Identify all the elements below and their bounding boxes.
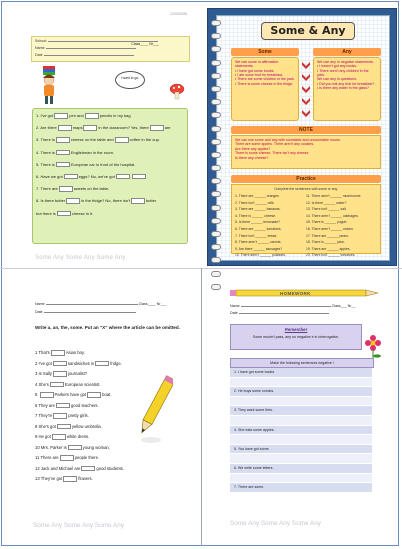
- practice-item: 8. There aren't ______ carrots.: [235, 240, 282, 245]
- spiral-ring: [211, 46, 221, 52]
- exercise-text: eggs? No, we've got: [78, 173, 115, 179]
- answer-line[interactable]: [230, 378, 372, 388]
- page-footer: Some Any Some Any Some Any: [230, 520, 321, 527]
- exercise-text: in the classroom? Yes, there: [98, 125, 149, 130]
- exercise-text: Are there: [40, 125, 57, 130]
- noteBox-line: Are there any apples?: [235, 146, 271, 151]
- exercise-item: [36, 137, 184, 149]
- any-heading: Any: [313, 48, 381, 56]
- exercise-text: Parkers have got: [54, 392, 87, 397]
- class-label: Class____ Nr___: [131, 42, 159, 46]
- practice-column-left: [235, 193, 306, 259]
- exercise-item: [36, 211, 184, 223]
- exercise-text: There are: [40, 455, 59, 460]
- answer-blank[interactable]: [56, 150, 70, 156]
- answer-blank[interactable]: [81, 466, 95, 472]
- answer-line[interactable]: [230, 435, 372, 445]
- exercise-number: 1.: [36, 112, 40, 118]
- exercise-number: 12: [35, 465, 40, 471]
- exercise-text: Englishman in the room.: [70, 149, 114, 155]
- exercise-text: European scientist.: [64, 381, 101, 387]
- practice-item: 4. There is ______ cheese.: [235, 213, 277, 218]
- anyBox-line: • There aren't any children in the park.: [317, 68, 369, 77]
- answer-lines: [230, 368, 372, 493]
- noteBox-line: There is some cheese. There isn't any cheese.: [235, 151, 310, 156]
- noteBox-line: We can use some and any with countable and uncountable nouns.: [235, 138, 341, 142]
- exercise-item: [35, 422, 124, 433]
- exercise-item: [35, 443, 124, 454]
- practice-item: 2. There isn't ______ milk.: [235, 200, 275, 205]
- date-label: Date: [35, 310, 43, 314]
- answer-line: 2. He buys some comics.: [230, 387, 372, 397]
- some-rules: [231, 57, 299, 121]
- answer-blank[interactable]: [56, 137, 70, 143]
- school-label: School:: [35, 39, 47, 43]
- someBox-line: We use some in affirmative statements.: [235, 60, 279, 69]
- exercise-number: 2: [35, 360, 38, 366]
- answer-blank[interactable]: [57, 424, 71, 430]
- note-heading: NOTE: [231, 126, 381, 134]
- exercise-text: Asian boy.: [65, 350, 85, 355]
- answer-line: 1. I have got some books.: [230, 368, 372, 378]
- exercise-number: 4: [35, 381, 38, 387]
- practice-item: 17. There are ______ pears.: [306, 233, 349, 238]
- answer-line[interactable]: [230, 474, 372, 484]
- exercise-item: [36, 198, 184, 210]
- answer-blank[interactable]: [51, 350, 65, 356]
- date-label: Date: [35, 53, 43, 57]
- answer-blank[interactable]: [54, 113, 68, 119]
- speech-bubble: I want to go.: [115, 71, 145, 89]
- spiral-ring: [211, 60, 221, 66]
- exercise-number: 10: [35, 444, 40, 450]
- exercise-item: [36, 186, 184, 198]
- answer-blank[interactable]: [64, 174, 78, 180]
- spiral-ring: [211, 152, 221, 158]
- practice-box: [231, 184, 381, 258]
- anyBox-line: • Did you eat any fruit for breakfast?: [317, 81, 375, 86]
- answer-blank[interactable]: [56, 162, 70, 168]
- exercise-item: [35, 474, 124, 485]
- exercise-item: [35, 401, 124, 412]
- exercise-text: They've got: [40, 476, 63, 481]
- answer-line: 6. We write some letters.: [230, 464, 372, 474]
- practice-item: 3. There are ______ bananas.: [235, 207, 281, 212]
- exercise-text: There is: [40, 161, 55, 167]
- arrows-icon: [301, 60, 311, 122]
- exercise-list: [35, 348, 124, 485]
- answer-blank[interactable]: [40, 392, 54, 398]
- exercise-text: young woman.: [82, 444, 110, 450]
- practice-item: 9. Are there ______ sausages?: [235, 246, 283, 251]
- answer-line: 5. You have got some.: [230, 445, 372, 455]
- name-field[interactable]: [46, 48, 136, 49]
- answer-line[interactable]: [230, 397, 372, 407]
- exercise-item: [35, 380, 124, 391]
- exercise-text: yellow umbrella.: [71, 423, 102, 429]
- page-divider-vertical: [201, 268, 202, 546]
- answer-blank[interactable]: [56, 403, 70, 409]
- exercise-text: European car in front of the hospital.: [70, 161, 136, 167]
- spiral-ring: [211, 257, 221, 263]
- answer-blank[interactable]: [58, 125, 72, 131]
- anyBox-line: We use any in negative statements.: [317, 60, 374, 64]
- exercise-number: 5.: [36, 161, 40, 167]
- practice-item: 19. There are ______ apples.: [306, 246, 351, 251]
- worksheet-page-4: HOMEWORK Name Class___ Nr__ Date Remember Some mustn't pass, any no negative e in interrogative. Make the following sentences negative ! 1. I have got some books. 2. He buys some comics. 3. They want some fries. 4. She eats some apples. 5. You have got some. 6. We write some letters. 7. There are some. Some Any Some Any Some Any: [228, 282, 384, 540]
- answer-blank[interactable]: [57, 211, 71, 217]
- answer-blank[interactable]: [115, 137, 129, 143]
- page-footer: Some Any Some Any Some Any: [35, 255, 126, 261]
- worksheet-page-2-cover: [207, 8, 397, 266]
- exercise-number: 11: [35, 455, 40, 460]
- answer-blank[interactable]: [85, 113, 99, 119]
- practice-item: 10. There aren't ______ potatoes.: [235, 253, 286, 258]
- practice-item: 11. There aren't ______ mushrooms: [306, 194, 361, 198]
- date-field[interactable]: [44, 312, 136, 313]
- exercise-text: flowers.: [78, 476, 93, 481]
- exercise-number: 1: [35, 350, 38, 355]
- practice-item: 18. There is ______ juice.: [306, 240, 345, 245]
- answer-blank[interactable]: [132, 174, 146, 180]
- exercise-number: 8: [35, 423, 38, 429]
- remember-box: [230, 324, 362, 350]
- worksheet-page-1: [29, 8, 191, 266]
- page-date: 12/03/2008: [170, 12, 187, 16]
- someBox-line: • I ate some fruit for breakfast.: [235, 72, 283, 77]
- exercise-number: 6: [35, 402, 38, 408]
- answer-blank[interactable]: [50, 382, 64, 388]
- exercise-text: They are: [38, 402, 55, 408]
- exercise-text: She's: [38, 381, 49, 387]
- exercise-text: boat.: [102, 392, 112, 397]
- someBox-line: • There is some cheese in the fridge.: [235, 81, 294, 86]
- spiral-ring: [211, 126, 221, 132]
- answer-line: 4. She eats some apples.: [230, 426, 372, 436]
- exercise-box: [32, 108, 188, 244]
- answer-line: 3. They want some fries.: [230, 406, 372, 416]
- answer-blank[interactable]: [53, 361, 67, 367]
- exercise-text: pen and: [69, 112, 84, 118]
- spiral-ring: [211, 284, 221, 290]
- answer-blank[interactable]: [63, 476, 77, 482]
- exercise-number: 2.: [36, 125, 40, 130]
- exercise-text: He got: [38, 434, 51, 439]
- name-field[interactable]: [46, 304, 138, 305]
- date-field[interactable]: [44, 55, 134, 56]
- page-footer: Some Any Some Any Some Any: [33, 522, 124, 529]
- exercise-number: 4.: [36, 149, 40, 155]
- exercise-number: 13: [35, 476, 40, 481]
- practice-item: 12. Is there ______ water?: [306, 200, 347, 205]
- spiral-ring: [211, 191, 221, 197]
- spiral-ring: [211, 231, 221, 237]
- spiral-ring: [211, 139, 221, 145]
- name-label: Name: [230, 304, 240, 308]
- worksheet-page-3: Name Class____ Nr___ Date Write a, an, the, some. Put an "X" where the article can be omitted. 1 That's Asian boy. 2 I've got sandwiches in fridge. 3 Is Sally journalist? 4 She's European scientist. 5 Parkers have got boat. 6 They are good teachers. 7 They're pretty girls. 8 She's got yellow umbrella. 9 He got white dress. 10 Mrs. Parker is young woman. 11 There are people there. 12 Jack and Michael are good students. 13 They've got flowers. Some Any Some Any Some Any: [29, 296, 191, 540]
- exercise-number: 7.: [36, 185, 40, 191]
- exercise-text: fridge.: [110, 360, 122, 366]
- someBox-line: • I have got some books.: [235, 68, 275, 73]
- page-title: Some & Any: [261, 22, 355, 40]
- answer-blank[interactable]: [87, 392, 101, 398]
- exercise-text: in the fridge? No, there isn't: [81, 198, 130, 204]
- spiral-ring: [211, 20, 221, 26]
- exercise-text: Have we got: [40, 173, 63, 179]
- practice-item: 6. There are ______ tomatoes.: [235, 226, 282, 231]
- answer-blank[interactable]: [53, 371, 67, 377]
- practice-item: 13. There isn't ______ salt.: [306, 207, 347, 212]
- spiral-ring: [211, 271, 221, 277]
- answer-line[interactable]: [230, 416, 372, 426]
- remember-rule: Some mustn't pass, any no negative e in interrogative.: [252, 335, 340, 339]
- practice-item: 15. There is ______ yogurt.: [306, 220, 348, 225]
- exercise-text: good students.: [96, 465, 124, 471]
- grid-paper: [216, 15, 390, 261]
- spiral-ring: [211, 86, 221, 92]
- name-field[interactable]: [241, 306, 331, 307]
- exercise-text: Mrs. Parker is: [40, 444, 67, 450]
- anyBox-line: We use any in questions.: [317, 77, 358, 82]
- some-heading: Some: [231, 48, 299, 56]
- girl-with-books-icon: [35, 64, 63, 106]
- answer-blank[interactable]: [83, 125, 97, 131]
- exercise-text: sweets on the table.: [73, 185, 110, 191]
- practice-item: 7. There isn't ______ bread.: [235, 233, 278, 238]
- spiral-ring: [211, 73, 221, 79]
- practice-item: 5. Is there ______ lemonade?: [235, 220, 281, 225]
- answer-blank[interactable]: [60, 455, 74, 461]
- exercise-number: 8.: [36, 198, 40, 204]
- answer-blank[interactable]: [116, 174, 130, 180]
- answer-blank[interactable]: [131, 198, 145, 204]
- exercise-item: [35, 411, 124, 422]
- exercise-text: They're: [38, 413, 53, 418]
- exercise-text: Jack and Michael are: [40, 465, 81, 471]
- exercise-item: [35, 390, 124, 401]
- homework-title: HOMEWORK: [280, 291, 311, 296]
- anyBox-line: • I haven't got any books.: [317, 64, 358, 69]
- pencil-icon: [137, 370, 173, 446]
- spiral-binding-icon: [211, 20, 221, 256]
- exercise-text: butter: [145, 198, 157, 204]
- exercise-text: I've got: [40, 112, 54, 118]
- exercise-item: [36, 174, 184, 186]
- exercise-number: 3: [35, 371, 38, 376]
- exercise-text: Is there butter: [40, 198, 66, 204]
- answer-blank[interactable]: [53, 413, 67, 419]
- exercise-item: [35, 432, 124, 443]
- answer-line[interactable]: [230, 454, 372, 464]
- exercise-instruction: Write a, an, the, some. Put an "X" where the article can be omitted.: [35, 325, 180, 330]
- exercise-text: She's got: [38, 423, 56, 429]
- practice-intro: Complete the sentences with some or any.: [274, 187, 338, 191]
- practice-item: 16. There aren't ______ onions: [306, 226, 353, 231]
- practice-item: 20. There isn't ______ tomatoes.: [306, 253, 356, 258]
- exercise-text: are: [164, 125, 171, 130]
- someBox-line: • There are some children in the park.: [235, 77, 295, 82]
- spiral-ring: [211, 112, 221, 118]
- exercise-item: [35, 453, 124, 464]
- practice-item: 14. There aren't ______ cabbages.: [306, 213, 359, 218]
- spiral-ring: [211, 178, 221, 184]
- student-info-box: [31, 36, 190, 62]
- spiral-ring: [211, 205, 221, 211]
- noteBox-line: Is there any cheese?: [235, 155, 269, 160]
- anyBox-line: • Is there any water in the glass?: [317, 85, 369, 90]
- answer-blank[interactable]: [95, 361, 109, 367]
- exercise-item: [35, 464, 124, 475]
- spiral-ring: [211, 33, 221, 39]
- exercise-text: but there is: [36, 210, 56, 216]
- note-box: [231, 135, 381, 169]
- exercise-text: pencils in my bag: [99, 112, 131, 118]
- name-label: Name: [35, 46, 45, 50]
- exercise-text: cheese on the table and: [70, 137, 114, 143]
- exercise-number: 6.: [36, 173, 40, 179]
- exercise-text: I've got: [38, 360, 52, 366]
- exercise-number: 5: [35, 392, 38, 397]
- answer-blank[interactable]: [52, 434, 66, 440]
- answer-blank[interactable]: [150, 125, 164, 131]
- exercise-text: coffee in the cup.: [129, 137, 160, 143]
- practice-column-right: [306, 193, 377, 259]
- spiral-ring: [211, 218, 221, 224]
- exercise-text: There are: [40, 185, 58, 191]
- exercise-item: [35, 348, 124, 359]
- name-label: Name: [35, 302, 45, 306]
- exercise-item: [36, 150, 184, 162]
- answer-blank[interactable]: [66, 198, 80, 204]
- exercise-item: [36, 125, 184, 137]
- exercise-number: 7: [35, 413, 38, 418]
- noteBox-line: There are some apples. There aren't any cookies.: [235, 142, 315, 147]
- exercise-number: 9: [35, 434, 38, 439]
- task-heading: Make the following sentences negative !: [230, 358, 374, 368]
- exercise-text: people there.: [74, 455, 100, 460]
- answer-blank[interactable]: [68, 445, 82, 451]
- spiral-ring: [211, 165, 221, 171]
- exercise-text: Is Sally: [38, 371, 53, 376]
- practice-item: 1. There are ______ oranges: [235, 194, 279, 198]
- exercise-text: pretty girls.: [68, 413, 89, 418]
- practice-heading: Practice: [231, 175, 381, 183]
- exercise-item: [36, 162, 184, 174]
- exercise-number: 3.: [36, 137, 40, 143]
- exercise-text: There is: [40, 137, 55, 143]
- any-rules: [313, 57, 381, 121]
- exercise-item: [36, 113, 184, 125]
- date-label: Date: [230, 311, 238, 315]
- exercise-text: white dress.: [66, 434, 90, 439]
- exercise-text: There is: [40, 149, 55, 155]
- answer-line: 7. There are some.: [230, 483, 372, 493]
- exercise-text: cheese in it.: [71, 210, 94, 216]
- exercise-item: [35, 359, 124, 370]
- spiral-ring: [211, 244, 221, 250]
- exercise-item: [35, 369, 124, 380]
- answer-blank[interactable]: [59, 186, 73, 192]
- remember-title: Remember: [284, 327, 308, 332]
- mushroom-icon: [169, 81, 185, 101]
- date-field[interactable]: [239, 313, 329, 314]
- exercise-text: journalist?: [68, 371, 88, 376]
- spiral-ring: [211, 99, 221, 105]
- exercise-text: maps: [72, 125, 83, 130]
- exercise-text: sandwiches in: [67, 360, 95, 366]
- exercise-text: good teachers.: [70, 402, 99, 408]
- exercise-text: That's: [38, 350, 50, 355]
